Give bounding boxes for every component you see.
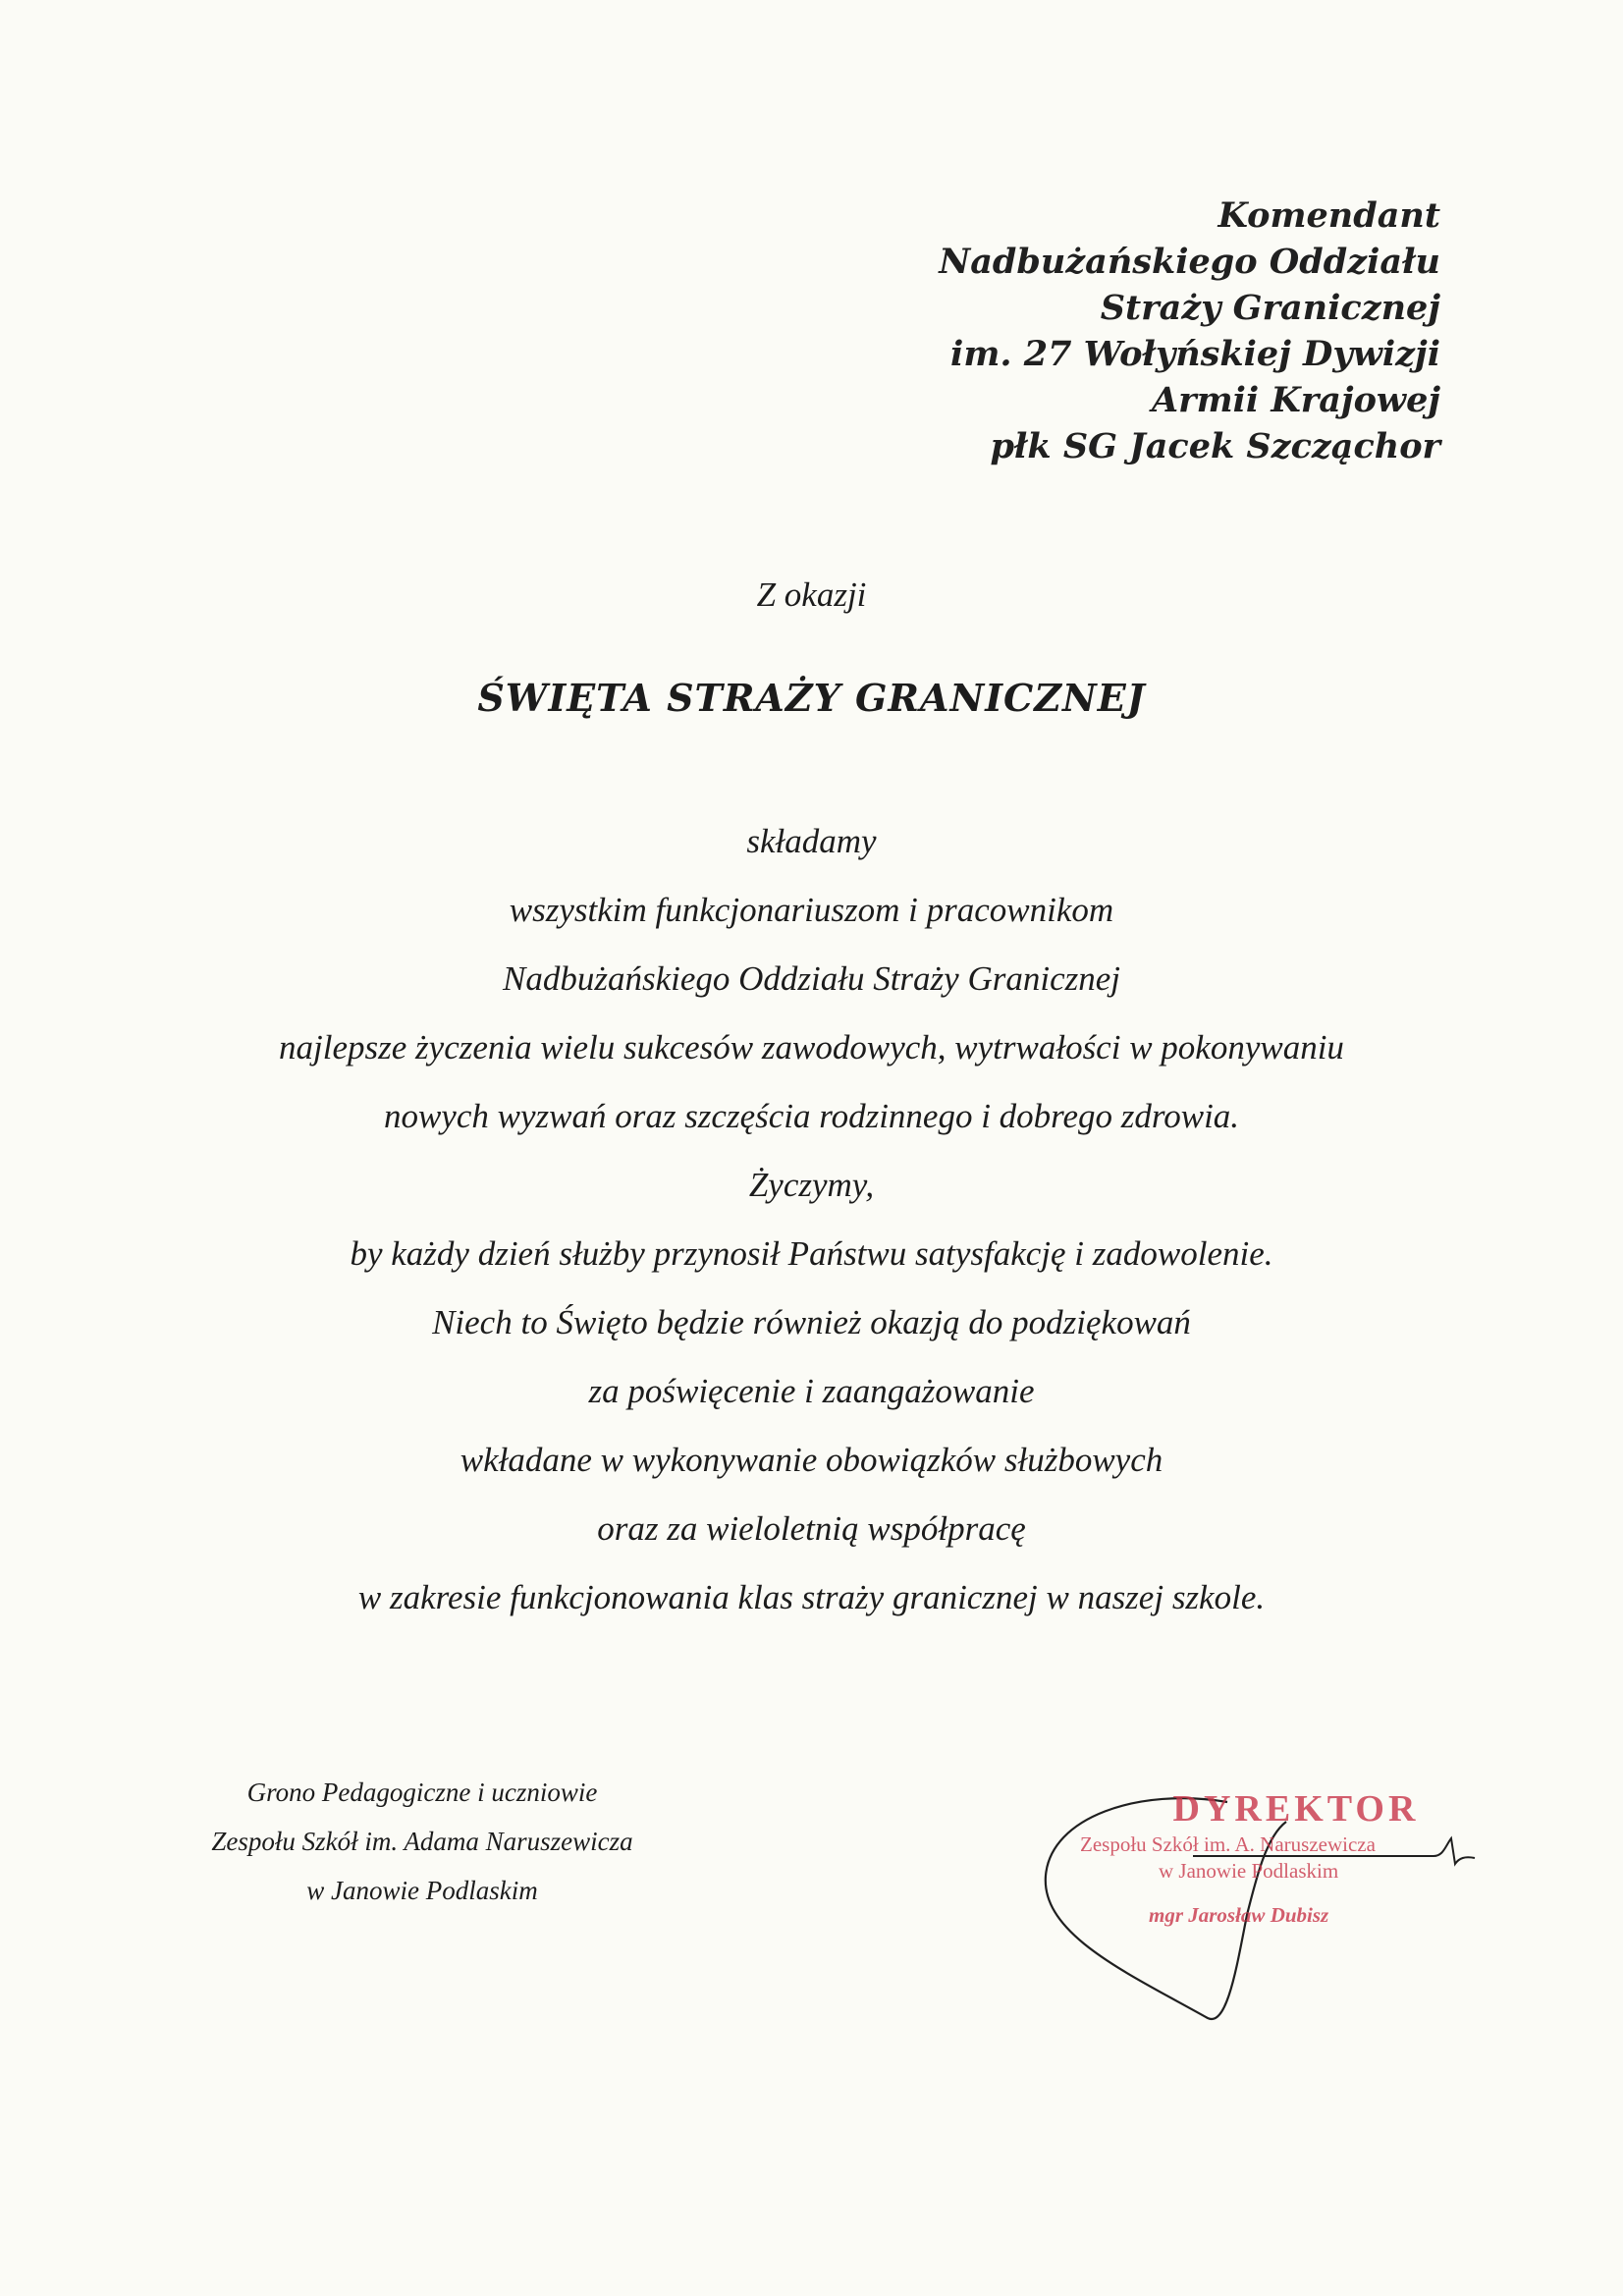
signoff-block <box>167 1768 677 1915</box>
stamp-school-line: Zespołu Szkół im. A. Naruszewicza <box>1080 1832 1376 1856</box>
body-line: wszystkim funkcjonariuszom i pracownikom <box>509 891 1114 929</box>
addressee-line: Nadbużańskiego Oddziału <box>939 242 1440 282</box>
body-line: składamy <box>746 822 877 860</box>
occasion-line: Z okazji <box>756 575 867 614</box>
body-line: za poświęcenie i zaangażowanie <box>588 1372 1035 1410</box>
body-line: w zakresie funkcjonowania klas straży granicznej w naszej szkole. <box>357 1578 1266 1616</box>
signoff-line: Zespołu Szkół im. Adama Naruszewicza <box>211 1827 633 1856</box>
body-line: najlepsze życzenia wielu sukcesów zawodowych, wytrwałości w pokonywaniu <box>279 1028 1344 1066</box>
body-line: Życzymy, <box>748 1166 875 1204</box>
holiday-title: ŚWIĘTA STRAŻY GRANICZNEJ <box>477 676 1146 720</box>
signoff-line: w Janowie Podlaskim <box>306 1876 538 1905</box>
body-line: by każdy dzień służby przynosił Państwu satysfakcję i zadowolenie. <box>350 1234 1273 1273</box>
signoff-line: Grono Pedagogiczne i uczniowie <box>246 1777 598 1807</box>
body-line: nowych wyzwań oraz szczęścia rodzinnego i dobrego zdrowia. <box>383 1097 1240 1135</box>
addressee-line: Armii Krajowej <box>1151 380 1440 420</box>
body-line: wkładane w wykonywanie obowiązków służbowych <box>460 1441 1163 1479</box>
addressee-line: Komendant <box>1217 195 1440 236</box>
body-line: Nadbużańskiego Oddziału Straży Granicznej <box>502 959 1120 998</box>
director-stamp <box>1021 1768 1492 2043</box>
addressee-block <box>939 192 1440 469</box>
stamp-town-line: w Janowie Podlaskim <box>1159 1859 1339 1883</box>
stamp-title: DYREKTOR <box>1172 1788 1420 1830</box>
addressee-line: płk SG Jacek Szcząchor <box>990 426 1440 466</box>
body-line: Niech to Święto będzie również okazją do podziękowań <box>432 1303 1191 1341</box>
addressee-line: Straży Granicznej <box>1100 288 1440 328</box>
addressee-line: im. 27 Wołyńskiej Dywizji <box>950 334 1440 374</box>
stamp-name-line: mgr Jarosław Dubisz <box>1149 1903 1329 1927</box>
greeting-body <box>0 807 1623 1632</box>
body-line: oraz za wieloletnią współpracę <box>597 1509 1026 1548</box>
